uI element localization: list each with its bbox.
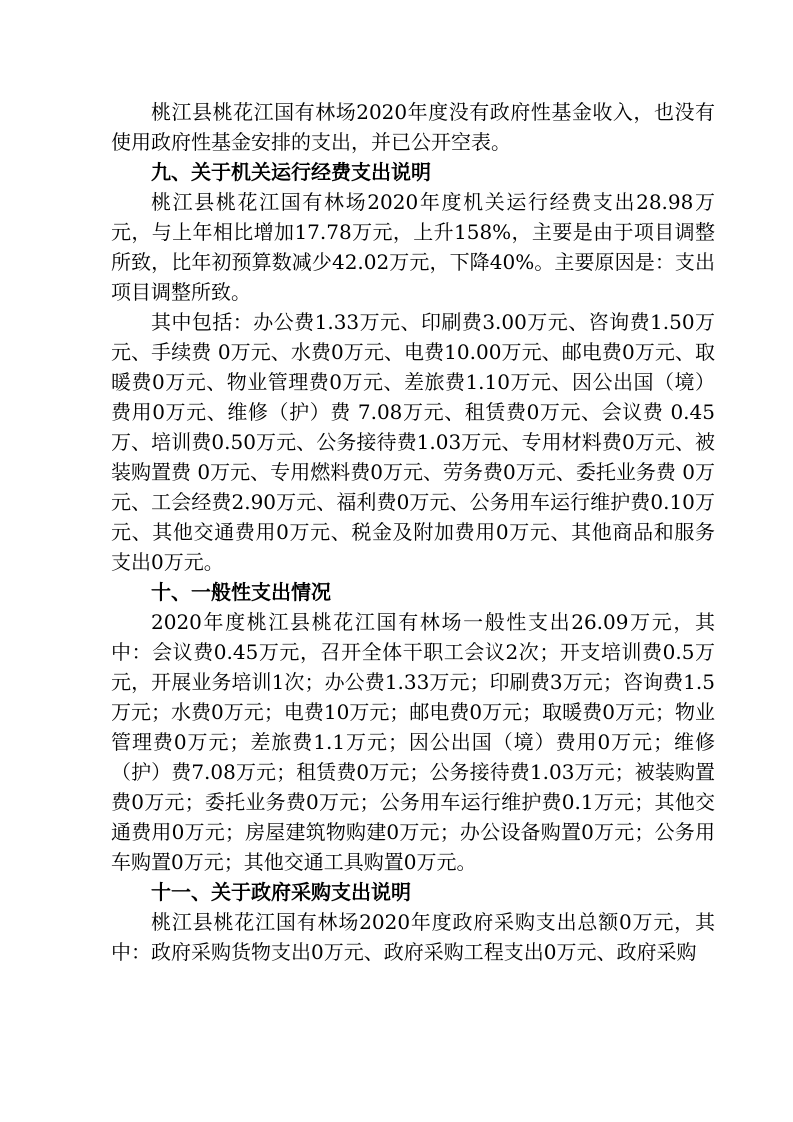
document-body [111,97,715,967]
paragraph-general-expense: 2020年度桃江县桃花江国有林场一般性支出26.09万元，其中：会议费0.45万元，召开全体干职工会议2次；开支培训费0.5万元，开展业务培训1次；办公费1.33万元；印刷费3万元；咨询费1.5万元；水费0万元；电费10万元；邮电费0万元；取暖费0万元；物业管理费0万元；差旅费1.1万元；因公出国（境）费用0万元；维修（护）费7.08万元；租赁费0万元；公务接待费1.03万元；被装购置费0万元；委托业务费0万元；公务用车运行维护费0.1万元；其他交通费用0万元；房屋建筑物购建0万元；办公设备购置0万元；公务用车购置0万元；其他交通工具购置0万元。 [111,610,715,874]
paragraph-fund-note: 桃江县桃花江国有林场2020年度没有政府性基金收入，也没有使用政府性基金安排的支出，并已公开空表。 [111,100,715,154]
heading-section-11: 十一、关于政府采购支出说明 [151,880,411,904]
paragraph-cost-breakdown: 其中包括：办公费1.33万元、印刷费3.00万元、咨询费1.50万元、手续费 0万元、水费0万元、电费10.00万元、邮电费0万元、取暖费0万元、物业管理费0万元、差旅费1.10万元、因公出国（境）费用0万元、维修（护）费 7.08万元、租赁费0万元、会议费 0.45万、培训费0.50万元、公务接待费1.03万元、专用材料费0万元、被装购置费 0万元、专用燃料费0万元、劳务费0万元、委托业务费 0万元、工会经费2.90万元、福利费0万元、公务用车运行维护费0.10万元、其他交通费用0万元、税金及附加费用0万元、其他商品和服务支出0万元。 [111,310,715,574]
heading-section-9: 九、关于机关运行经费支出说明 [151,160,431,184]
heading-section-10: 十、一般性支出情况 [151,580,331,604]
paragraph-operating-cost: 桃江县桃花江国有林场2020年度机关运行经费支出28.98万元，与上年相比增加17.78万元，上升158%，主要是由于项目调整所致，比年初预算数减少42.02万元，下降40%。主要原因是：支出项目调整所致。 [111,190,715,304]
paragraph-procurement: 桃江县桃花江国有林场2020年度政府采购支出总额0万元，其中：政府采购货物支出0万元、政府采购工程支出0万元、政府采购 [111,910,715,964]
